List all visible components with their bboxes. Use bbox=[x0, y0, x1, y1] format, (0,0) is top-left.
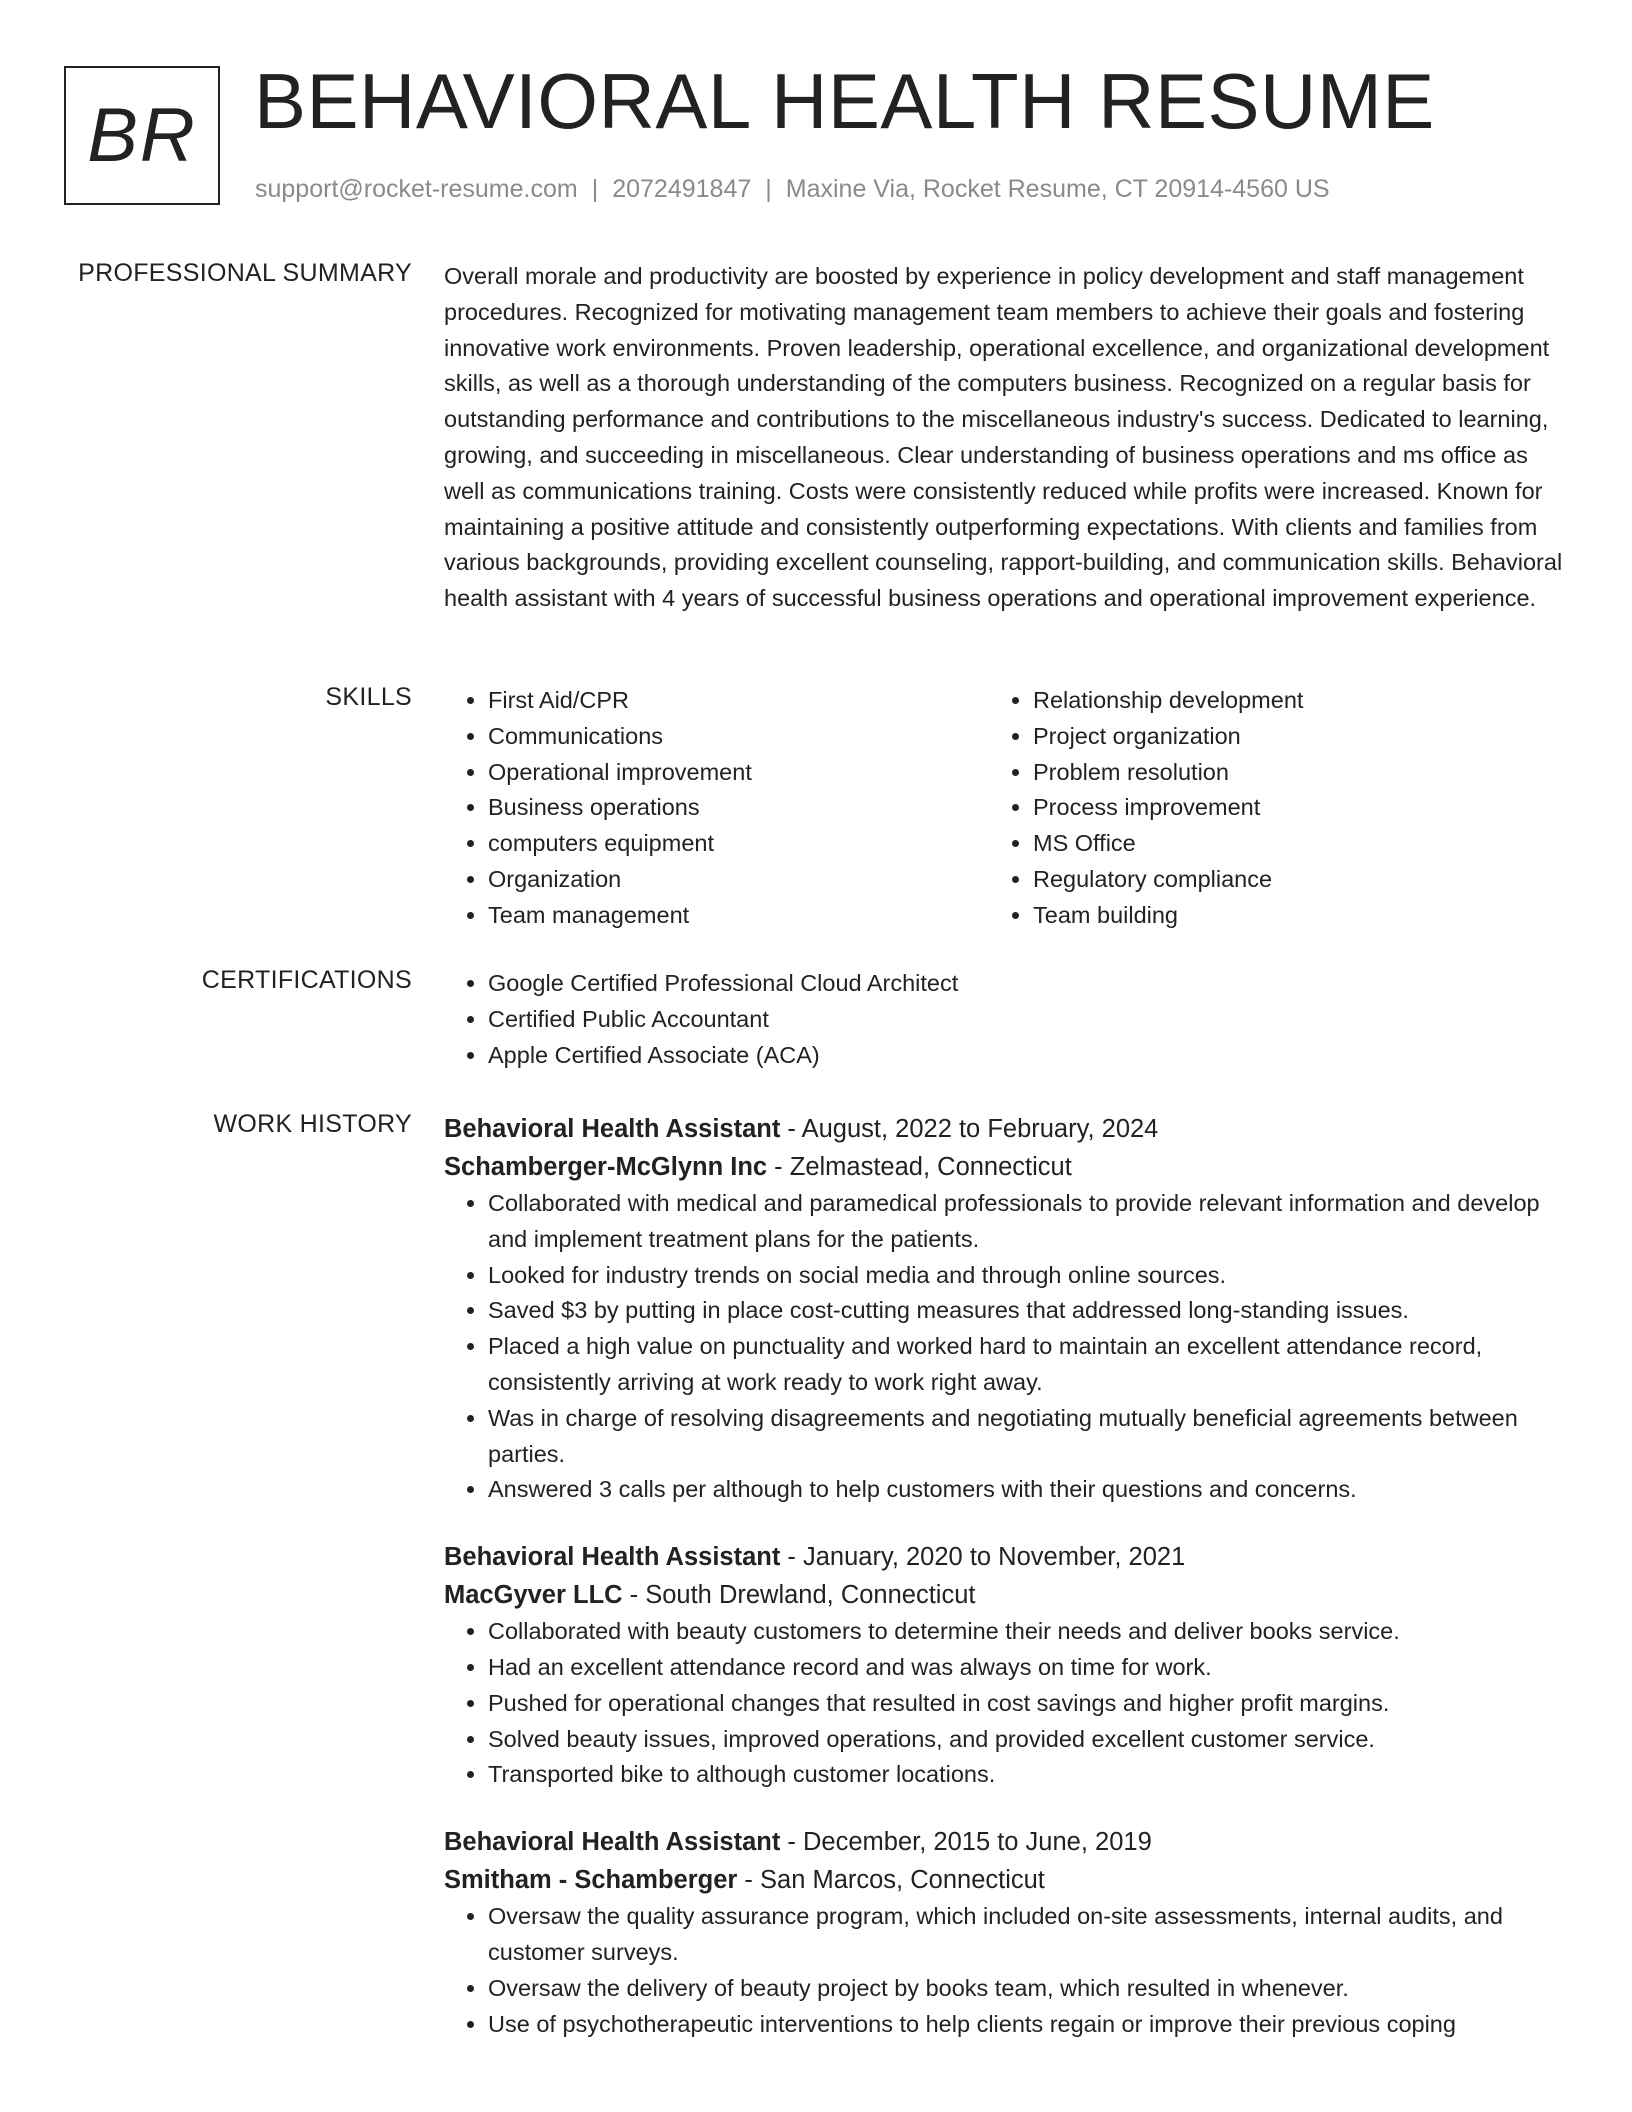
job-bullet: • Collaborated with medical and paramedical professionals to provide relevant information and develop and implement treatment plans for the patients. bbox=[488, 1186, 1564, 1258]
monogram-logo: BR bbox=[64, 66, 220, 205]
certifications-body bbox=[444, 966, 1564, 1073]
job-location: - South Drewland, Connecticut bbox=[622, 1581, 976, 1610]
summary-body bbox=[444, 259, 1564, 617]
job-entry bbox=[444, 1110, 1564, 1508]
contact-line bbox=[255, 175, 1330, 204]
skills-list-right bbox=[989, 683, 1534, 934]
job-bullet: • Saved $3 by putting in place cost-cutting measures that addressed long-standing issues. bbox=[488, 1293, 1564, 1329]
job-dates: - August, 2022 to February, 2024 bbox=[780, 1115, 1159, 1143]
certifications-label: CERTIFICATIONS bbox=[201, 966, 412, 994]
skills-list-left bbox=[444, 683, 989, 934]
skills-body bbox=[444, 683, 1564, 934]
job-title: Behavioral Health Assistant bbox=[444, 1115, 781, 1143]
summary-text: Overall morale and productivity are boosted by experience in policy development and staff management procedures. Recognized for motivating management team members to achieve their goals and fostering innovative work environments. Proven leadership, operational excellence, and organizational development skills, as well as a thorough understanding of the computers business. Recognized on a regular basis for outstanding performance and contributions to the miscellaneous industry's success. Dedicated to learning, growing, and succeeding in miscellaneous. Clear understanding of business operations and ms office as well as communications training. Costs were consistently reduced while profits were increased. Known for maintaining a positive attitude and consistently outperforming expectations. With clients and families from various backgrounds, providing excellent counseling, rapport-building, and communication skills. Behavioral health assistant with 4 years of successful business operations and operational improvement experience. bbox=[444, 263, 1563, 612]
certification-item: • Google Certified Professional Cloud Architect bbox=[488, 966, 1564, 1002]
job-company: Schamberger-McGlynn Inc bbox=[444, 1153, 768, 1181]
job-entry bbox=[444, 1823, 1564, 2042]
skill-item: • Operational improvement bbox=[488, 755, 989, 791]
job-title-line bbox=[444, 1538, 1564, 1576]
work-history-body bbox=[444, 1110, 1564, 2072]
skill-item: • MS Office bbox=[1033, 826, 1534, 862]
job-bullet: • Was in charge of resolving disagreements and negotiating mutually beneficial agreements between parties. bbox=[488, 1401, 1564, 1473]
job-entry bbox=[444, 1538, 1564, 1793]
job-title-line bbox=[444, 1823, 1564, 1861]
job-company-line bbox=[444, 1576, 1564, 1614]
skill-item: • computers equipment bbox=[488, 826, 989, 862]
job-company: Smitham - Schamberger bbox=[444, 1866, 738, 1895]
resume-title: BEHAVIORAL HEALTH RESUME bbox=[254, 57, 1435, 145]
skill-item: • Organization bbox=[488, 862, 989, 898]
job-bullet: • Use of psychotherapeutic interventions to help clients regain or improve their previous coping bbox=[488, 2007, 1564, 2043]
skills-label: SKILLS bbox=[325, 683, 412, 711]
skill-item: • Regulatory compliance bbox=[1033, 862, 1534, 898]
job-bullets bbox=[444, 1186, 1564, 1508]
skill-item: • First Aid/CPR bbox=[488, 683, 989, 719]
job-bullets bbox=[444, 1899, 1564, 2042]
job-bullet: • Placed a high value on punctuality and worked hard to maintain an excellent attendance record, consistently arriving at work ready to work right away. bbox=[488, 1329, 1564, 1401]
job-company-line bbox=[444, 1148, 1564, 1186]
job-bullets bbox=[444, 1614, 1564, 1793]
job-company: MacGyver LLC bbox=[444, 1581, 623, 1610]
job-bullet: • Had an excellent attendance record and was always on time for work. bbox=[488, 1650, 1564, 1686]
job-bullet: • Looked for industry trends on social media and through online sources. bbox=[488, 1258, 1564, 1294]
skill-item: • Team management bbox=[488, 898, 989, 934]
job-bullet: • Solved beauty issues, improved operations, and provided excellent customer service. bbox=[488, 1722, 1564, 1758]
job-bullet: • Collaborated with beauty customers to determine their needs and deliver books service. bbox=[488, 1614, 1564, 1650]
job-dates: - January, 2020 to November, 2021 bbox=[780, 1543, 1186, 1572]
certification-item: • Apple Certified Associate (ACA) bbox=[488, 1038, 1564, 1074]
contact-separator: | bbox=[765, 175, 772, 203]
contact-separator: | bbox=[591, 175, 599, 203]
job-title-line bbox=[444, 1110, 1564, 1148]
job-title: Behavioral Health Assistant bbox=[444, 1828, 781, 1857]
skill-item: • Business operations bbox=[488, 790, 989, 826]
skill-item: • Problem resolution bbox=[1033, 755, 1534, 791]
job-title: Behavioral Health Assistant bbox=[444, 1543, 781, 1572]
certifications-list bbox=[444, 966, 1564, 1073]
skill-item: • Process improvement bbox=[1033, 790, 1534, 826]
job-company-line bbox=[444, 1861, 1564, 1899]
summary-label: PROFESSIONAL SUMMARY bbox=[78, 259, 412, 287]
contact-email: support@rocket-resume.com bbox=[255, 175, 578, 203]
job-bullet: • Transported bike to although customer locations. bbox=[488, 1757, 1564, 1793]
skill-item: • Communications bbox=[488, 719, 989, 755]
skill-item: • Team building bbox=[1033, 898, 1534, 934]
skill-item: • Relationship development bbox=[1033, 683, 1534, 719]
job-bullet: • Oversaw the quality assurance program, which included on-site assessments, internal audits, and customer surveys. bbox=[488, 1899, 1564, 1971]
skill-item: • Project organization bbox=[1033, 719, 1534, 755]
work-history-label: WORK HISTORY bbox=[213, 1110, 412, 1138]
contact-phone: 2072491847 bbox=[612, 175, 752, 203]
certification-item: • Certified Public Accountant bbox=[488, 1002, 1564, 1038]
job-location: - San Marcos, Connecticut bbox=[737, 1866, 1045, 1895]
contact-address: Maxine Via, Rocket Resume, CT 20914-4560 US bbox=[785, 175, 1330, 203]
job-bullet: • Answered 3 calls per although to help customers with their questions and concerns. bbox=[488, 1472, 1564, 1508]
job-dates: - December, 2015 to June, 2019 bbox=[780, 1828, 1152, 1857]
job-bullet: • Oversaw the delivery of beauty project by books team, which resulted in whenever. bbox=[488, 1971, 1564, 2007]
job-bullet: • Pushed for operational changes that resulted in cost savings and higher profit margins. bbox=[488, 1686, 1564, 1722]
job-location: - Zelmastead, Connecticut bbox=[767, 1153, 1072, 1181]
